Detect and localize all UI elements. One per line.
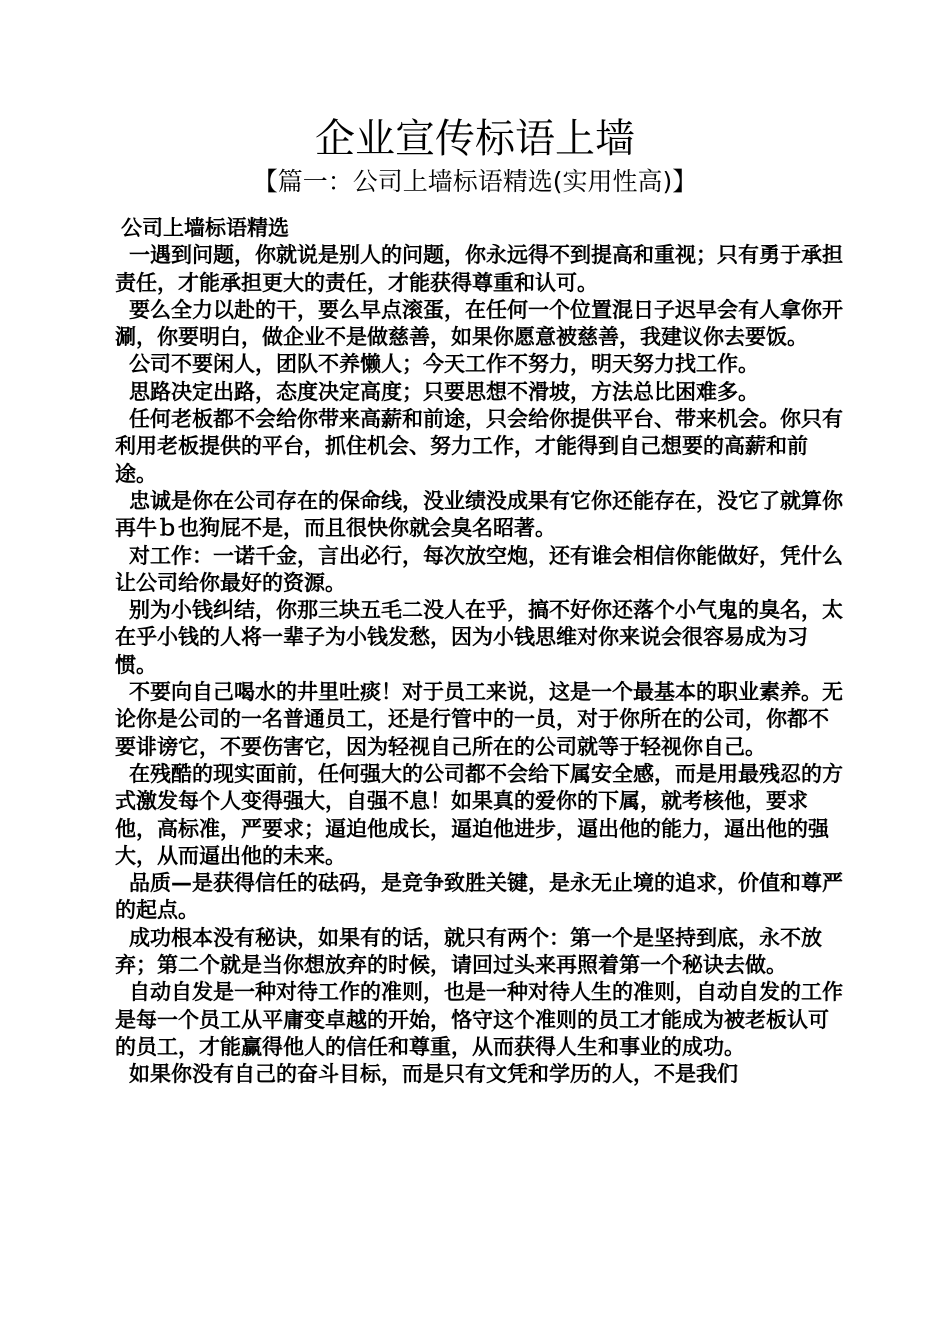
paragraph: 要么全力以赴的干，要么早点滚蛋，在任何一个位置混日子迟早会有人拿你开涮，你要明白，做企业不是做慈善，如果你愿意被慈善，我建议你去要饭。: [115, 297, 843, 350]
paragraph: 思路决定出路，态度决定高度；只要思想不滑坡，方法总比困难多。: [129, 379, 759, 404]
document-body: [115, 215, 845, 1089]
paragraph: 公司不要闲人，团队不养懒人；今天工作不努力，明天努力找工作。: [129, 352, 759, 377]
paragraph: 对工作：一诺千金，言出必行，每次放空炮，还有谁会相信你能做好，凭什么让公司给你最好的资源。: [115, 543, 843, 595]
document-subtitle: 【篇一：公司上墙标语精选(实用性高)】: [252, 167, 698, 196]
paragraph: 在残酷的现实面前，任何强大的公司都不会给下属安全感，而是用最残忍的方式激发每个人变得强大，自强不息！如果真的爱你的下属，就考核他，要求他，高标准，严要求；逼迫他成长，逼迫他进步，逼出他的能力，逼出他的强大，从而逼出他的未来。: [115, 761, 843, 868]
paragraph: 如果你没有自己的奋斗目标，而是只有文凭和学历的人，不是我们: [129, 1062, 738, 1087]
paragraph: 一遇到问题，你就说是别人的问题，你永远得不到提高和重视；只有勇于承担责任，才能承担更大的责任，才能获得尊重和认可。: [115, 243, 843, 295]
paragraph: 忠诚是你在公司存在的保命线，没业绩没成果有它你还能存在，没它了就算你再牛ｂ也狗屁不是，而且很快你就会臭名昭著。: [115, 488, 843, 541]
section-heading: 公司上墙标语精选: [121, 216, 289, 240]
paragraph: 任何老板都不会给你带来高薪和前途，只会给你提供平台、带来机会。你只有利用老板提供的平台，抓住机会、努力工作，才能得到自己想要的高薪和前途。: [115, 407, 843, 486]
paragraph: 不要向自己喝水的井里吐痰！对于员工来说，这是一个最基本的职业素养。无论你是公司的一名普通员工，还是行管中的一员，对于你所在的公司，你都不要诽谤它，不要伤害它，因为轻视自己所在的公司就等于轻视你自己。: [115, 680, 843, 759]
paragraph: 成功根本没有秘诀，如果有的话，就只有两个：第一个是坚持到底，永不放弃；第二个就是当你想放弃的时候，请回过头来再照着第一个秘诀去做。: [115, 925, 822, 978]
document-title: 企业宣传标语上墙: [315, 116, 635, 162]
paragraph: 自动自发是一种对待工作的准则，也是一种对待人生的准则，自动自发的工作是每一个员工从平庸变卓越的开始，恪守这个准则的员工才能成为被老板认可的员工，才能赢得他人的信任和尊重，从而获得人生和事业的成功。: [115, 980, 843, 1059]
paragraph: 品质—是获得信任的砝码，是竞争致胜关键，是永无止境的追求，价值和尊严的起点。: [115, 871, 843, 923]
paragraph: 别为小钱纠结，你那三块五毛二没人在乎，搞不好你还落个小气鬼的臭名，太在乎小钱的人将一辈子为小钱发愁，因为小钱思维对你来说会很容易成为习惯。: [115, 598, 843, 677]
